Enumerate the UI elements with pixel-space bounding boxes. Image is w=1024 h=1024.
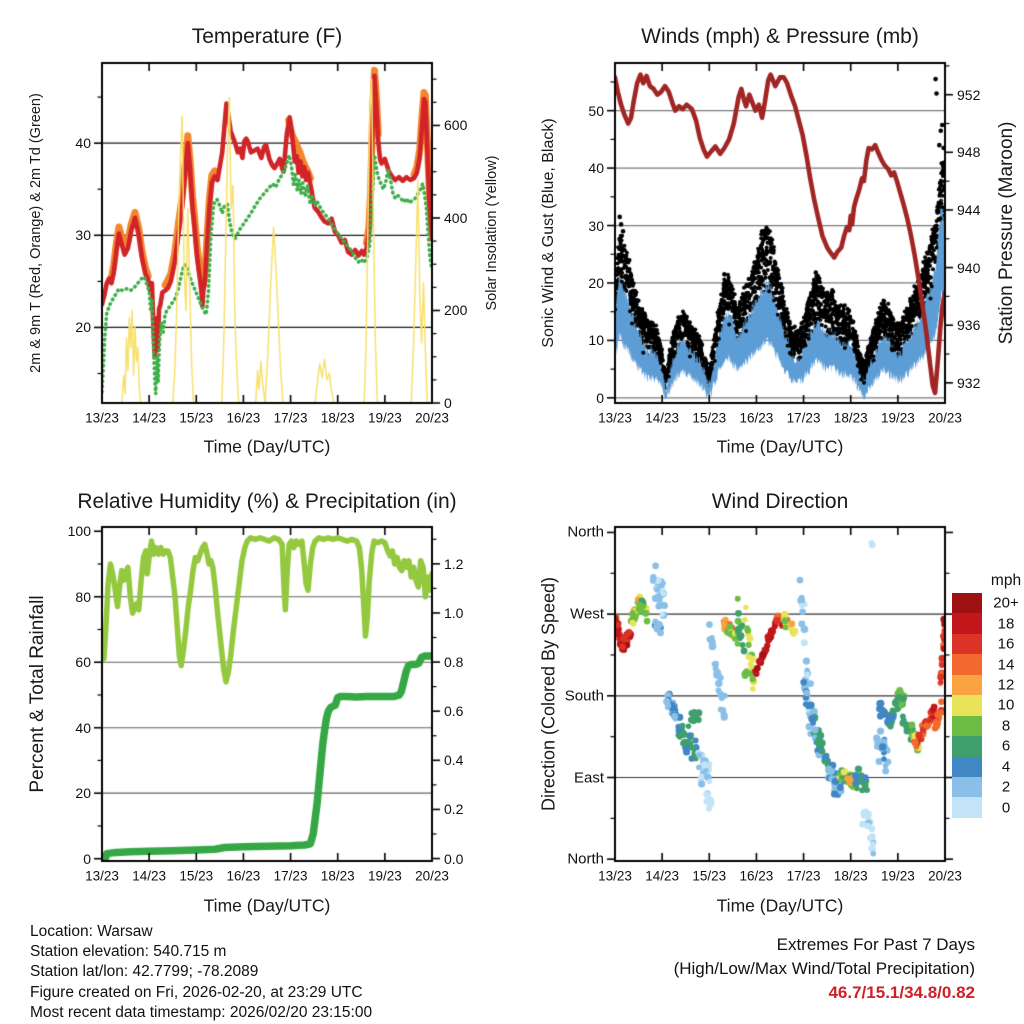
tick-label: 20/23 xyxy=(415,410,449,426)
tick-label: 19/23 xyxy=(367,868,402,884)
tick-label: 20/23 xyxy=(415,868,449,884)
extremes-values: 46.7/15.1/34.8/0.82 xyxy=(828,983,975,1002)
tick-label: 6 xyxy=(1001,737,1011,755)
tick-label: 18 xyxy=(997,615,1015,633)
location-line: Location: Warsaw xyxy=(30,923,153,940)
tick-label: 20 xyxy=(75,319,91,336)
tick-label: 19/23 xyxy=(880,868,915,884)
tick-label: 0 xyxy=(444,395,452,411)
tick-label: 100 xyxy=(67,523,91,540)
tick-label: 1.2 xyxy=(444,555,464,572)
tick-label: 14/23 xyxy=(645,868,680,884)
tick-label: 19/23 xyxy=(367,410,402,426)
colorbar-swatch-12 xyxy=(952,675,982,695)
tick-label: 16/23 xyxy=(226,868,261,884)
humidity-x-axis-label: Time (Day/UTC) xyxy=(203,895,331,916)
tick-label: East xyxy=(573,769,604,786)
direction-y-label: Direction (Colored By Speed) xyxy=(538,576,559,812)
tick-label: 936 xyxy=(957,317,981,334)
tick-label: 16/23 xyxy=(226,410,261,426)
colorbar-units-label: mph xyxy=(990,572,1022,589)
tick-label: 17/23 xyxy=(273,868,308,884)
elevation-line: Station elevation: 540.715 m xyxy=(30,943,227,961)
tick-label: 0 xyxy=(596,389,604,406)
tick-label: 17/23 xyxy=(273,410,308,426)
tick-label: 15/23 xyxy=(179,868,214,884)
tick-label: 80 xyxy=(75,588,91,605)
tick-label: 30 xyxy=(588,217,604,234)
tick-label: 932 xyxy=(957,374,981,391)
tick-label: 18/23 xyxy=(833,868,868,884)
tick-label: 0.0 xyxy=(444,850,464,867)
tick-label: 20 xyxy=(75,785,91,802)
wind-direction-panel-title: Wind Direction xyxy=(711,490,849,513)
tick-label: 18/23 xyxy=(833,410,868,426)
tick-label: 16 xyxy=(997,635,1015,653)
tick-label: 0.6 xyxy=(444,703,464,720)
colorbar-swatch-8 xyxy=(952,716,982,736)
tick-label: 8 xyxy=(1001,717,1011,735)
colorbar-swatch-0 xyxy=(952,797,982,817)
tick-label: 12 xyxy=(997,676,1015,694)
winds-x-axis-label: Time (Day/UTC) xyxy=(716,436,844,457)
tick-label: 15/23 xyxy=(692,868,727,884)
tick-label: North xyxy=(567,523,604,541)
tick-label: 13/23 xyxy=(598,868,632,884)
data-timestamp-line: Most recent data timestamp: 2026/02/20 23:15:00 xyxy=(30,1003,373,1021)
tick-label: 940 xyxy=(957,259,981,276)
tick-label: 20+ xyxy=(993,594,1019,612)
temperature-panel-title: Temperature (F) xyxy=(191,25,343,48)
tick-label: 1.0 xyxy=(444,604,464,621)
tick-label: 948 xyxy=(957,144,981,161)
tick-label: West xyxy=(570,605,604,623)
tick-label: 18/23 xyxy=(320,868,355,884)
colorbar-swatch-10 xyxy=(952,695,982,715)
tick-label: 0.2 xyxy=(444,801,464,818)
colorbar-swatch-4 xyxy=(952,757,982,777)
extremes-title: Extremes For Past 7 Days xyxy=(776,935,975,954)
tick-label: 17/23 xyxy=(786,868,821,884)
tick-label: 0.8 xyxy=(444,654,464,671)
colorbar-swatch-20+ xyxy=(952,593,982,613)
percent-rainfall-y-label: Percent & Total Rainfall xyxy=(27,595,48,793)
temperature-x-axis-label: Time (Day/UTC) xyxy=(203,436,331,457)
tick-label: 20/23 xyxy=(928,868,962,884)
extremes-summary xyxy=(674,933,975,1005)
colorbar-swatch-6 xyxy=(952,736,982,756)
solar-right-y-label: Solar Insolation (Yellow) xyxy=(484,155,500,311)
tick-label: 30 xyxy=(75,227,91,244)
station-metadata-footer xyxy=(30,922,372,1023)
colorbar-swatch-16 xyxy=(952,634,982,654)
tick-label: South xyxy=(564,687,604,705)
tick-label: 14/23 xyxy=(132,868,167,884)
speed-colorbar xyxy=(952,593,982,818)
tick-label: 14/23 xyxy=(132,410,167,426)
tick-label: 16/23 xyxy=(739,410,774,426)
tick-label: 20/23 xyxy=(928,410,962,426)
tick-label: 952 xyxy=(957,86,981,103)
tick-label: 13/23 xyxy=(598,410,632,426)
tick-label: 0 xyxy=(1001,799,1011,817)
temperature-left-y-label: 2m & 9m T (Red, Orange) & 2m Td (Green) xyxy=(28,93,44,373)
extremes-legend: (High/Low/Max Wind/Total Precipitation) xyxy=(673,959,975,978)
tick-label: 17/23 xyxy=(786,410,821,426)
tick-label: 20 xyxy=(588,274,604,291)
tick-label: 2 xyxy=(1001,778,1011,796)
tick-label: 10 xyxy=(997,696,1015,714)
tick-label: 200 xyxy=(444,302,468,319)
latlon-line: Station lat/lon: 42.7799; -78.2089 xyxy=(30,963,259,981)
tick-label: 4 xyxy=(1001,758,1011,776)
pressure-right-y-label: Station Pressure (Maroon) xyxy=(996,121,1017,345)
tick-label: 13/23 xyxy=(85,410,119,426)
tick-label: 0.4 xyxy=(444,752,464,769)
tick-label: 18/23 xyxy=(320,410,355,426)
tick-label: 40 xyxy=(75,135,91,152)
tick-label: 40 xyxy=(588,160,604,177)
humidity-precip-panel-title: Relative Humidity (%) & Precipitation (in) xyxy=(77,490,457,513)
wind-direction-x-axis-label: Time (Day/UTC) xyxy=(716,895,844,916)
tick-label: 14 xyxy=(997,656,1015,674)
tick-label: 13/23 xyxy=(85,868,119,884)
winds-pressure-panel-title: Winds (mph) & Pressure (mb) xyxy=(641,25,919,48)
tick-label: 0 xyxy=(83,850,91,867)
tick-label: 16/23 xyxy=(739,868,774,884)
tick-label: 60 xyxy=(75,654,91,671)
tick-label: 400 xyxy=(444,209,468,226)
tick-label: 15/23 xyxy=(692,410,727,426)
tick-label: 40 xyxy=(75,719,91,736)
tick-label: North xyxy=(567,850,604,868)
tick-label: 14/23 xyxy=(645,410,680,426)
created-line: Figure created on Fri, 2026-02-20, at 23:29 UTC xyxy=(30,983,363,1001)
tick-label: 50 xyxy=(588,102,604,119)
tick-label: 15/23 xyxy=(179,410,214,426)
colorbar-swatch-2 xyxy=(952,777,982,797)
tick-label: 19/23 xyxy=(880,410,915,426)
tick-label: 944 xyxy=(957,201,981,218)
tick-label: 600 xyxy=(444,117,468,134)
tick-label: 10 xyxy=(588,332,604,349)
colorbar-swatch-14 xyxy=(952,654,982,674)
wind-gust-left-y-label: Sonic Wind & Gust (Blue, Black) xyxy=(540,118,557,348)
colorbar-swatch-18 xyxy=(952,613,982,633)
